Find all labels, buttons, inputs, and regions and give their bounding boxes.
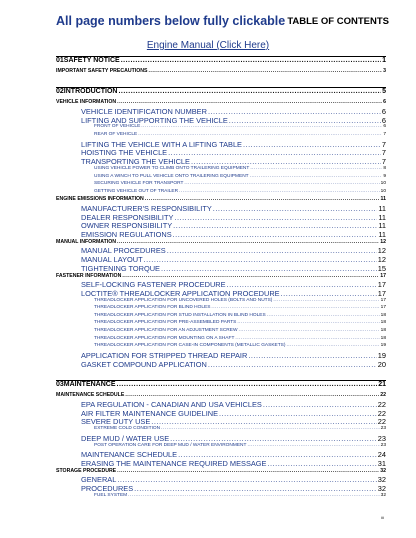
toc-entry-title: MANUFACTURER'S RESPONSIBILITY xyxy=(81,203,212,213)
dot-leader xyxy=(184,181,379,186)
page-number: iii xyxy=(381,515,384,520)
toc-entry-l1[interactable] xyxy=(56,213,386,222)
dot-leader xyxy=(161,264,377,273)
toc-page-number[interactable]: 7 xyxy=(381,139,386,149)
dot-leader xyxy=(121,57,381,64)
toc-entry-title: TIGHTENING TORQUE xyxy=(81,263,160,273)
toc-entry-title: PROCEDURES xyxy=(81,483,134,493)
dot-leader xyxy=(122,273,379,279)
dot-leader xyxy=(238,328,379,333)
dot-leader xyxy=(211,305,379,310)
dot-leader xyxy=(191,157,381,166)
toc-page-number[interactable]: 20 xyxy=(377,359,386,369)
toc-page-number[interactable]: 15 xyxy=(377,263,386,273)
toc-page-number[interactable]: 31 xyxy=(377,458,386,468)
dot-leader xyxy=(128,493,380,498)
toc-entry-title: FRONT OF VEHICLE xyxy=(94,124,141,130)
toc-page-number[interactable]: 22 xyxy=(377,408,386,418)
toc-entry-title: MAINTENANCE SCHEDULE xyxy=(56,392,125,399)
toc-entry-title: LOCTITE® THREADLOCKER APPLICATION PROCEDURE xyxy=(81,288,280,298)
dot-leader xyxy=(117,99,382,105)
toc-page-number[interactable]: 12 xyxy=(380,238,386,245)
toc-page-number[interactable]: 18 xyxy=(380,312,386,318)
toc-entry-title: VEHICLE INFORMATION xyxy=(56,99,117,106)
toc-page-number[interactable]: 11 xyxy=(378,230,386,240)
toc-entry-l1[interactable] xyxy=(56,264,386,273)
dot-leader xyxy=(227,280,377,289)
toc-entry-l2[interactable] xyxy=(56,189,386,197)
toc-entry-l2[interactable] xyxy=(56,328,386,336)
toc-entry-l2[interactable] xyxy=(56,166,386,174)
toc-entry-l1[interactable] xyxy=(56,484,386,493)
toc-entry-l1[interactable] xyxy=(56,107,386,116)
toc-entry-title: LIFTING AND SUPPORTING THE VEHICLE xyxy=(81,115,228,125)
toc-page-number[interactable]: 23 xyxy=(377,433,386,443)
toc-entry-title: LIFTING THE VEHICLE WITH A LIFTING TABLE xyxy=(81,139,242,149)
toc-entry-title: APPLICATION FOR STRIPPED THREAD REPAIR xyxy=(81,350,248,360)
dot-leader xyxy=(273,298,379,303)
toc-entry-l1[interactable] xyxy=(56,255,386,264)
toc-page-number[interactable]: 32 xyxy=(377,483,386,493)
toc-page-number[interactable]: 5 xyxy=(382,88,386,96)
dot-leader xyxy=(208,360,377,369)
toc-entry-title: MANUAL INFORMATION xyxy=(56,238,117,245)
toc-entry-section[interactable] xyxy=(56,392,386,399)
toc-page-number[interactable]: 17 xyxy=(377,288,386,298)
toc-entry-l2[interactable] xyxy=(56,181,386,189)
toc-entry-section[interactable] xyxy=(56,468,386,475)
toc-entry-title: DEEP MUD / WATER USE xyxy=(81,433,170,443)
toc-page-number[interactable]: 11 xyxy=(380,196,386,203)
toc-entry-chapter[interactable] xyxy=(56,381,386,392)
dot-leader xyxy=(145,196,380,202)
toc-entry-l1[interactable] xyxy=(56,221,386,230)
dot-leader xyxy=(174,213,377,222)
dot-leader xyxy=(213,204,378,213)
toc-entry-l1[interactable] xyxy=(56,409,386,418)
toc-page-number[interactable]: 17 xyxy=(377,280,386,290)
toc-page-number[interactable]: 17 xyxy=(380,297,386,303)
dot-leader xyxy=(219,409,377,418)
toc-entry-title: HOISTING THE VEHICLE xyxy=(81,148,168,158)
dot-leader xyxy=(267,313,380,318)
toc-entry-l2[interactable] xyxy=(56,443,386,451)
toc-page-number[interactable]: 19 xyxy=(377,350,386,360)
dot-leader xyxy=(235,336,379,341)
toc-entry-title: MANUAL LAYOUT xyxy=(81,255,143,265)
dot-leader xyxy=(138,132,382,137)
dot-leader xyxy=(117,475,376,484)
toc-entry-l2[interactable] xyxy=(56,174,386,182)
toc-entry-title: INTRODUCTION xyxy=(63,88,118,96)
dot-leader xyxy=(117,239,379,245)
toc-entry-title: GENERAL xyxy=(81,475,117,485)
toc-entry-title: ENGINE EMISSIONS INFORMATION xyxy=(56,196,144,203)
section-spacer xyxy=(56,368,386,380)
toc-entry-title: MAINTENANCE SCHEDULE xyxy=(81,450,178,460)
dot-leader xyxy=(173,221,377,230)
toc-entry-section[interactable] xyxy=(56,68,386,75)
dot-leader xyxy=(208,107,381,116)
toc-page-number[interactable]: 22 xyxy=(377,417,386,427)
toc-entry-chapter[interactable] xyxy=(56,88,386,99)
toc-entry-l1[interactable] xyxy=(56,450,386,459)
dot-leader xyxy=(168,148,381,157)
toc-page-number[interactable]: 6 xyxy=(381,115,386,125)
toc-entry-title: MANUAL PROCEDURES xyxy=(81,246,166,256)
toc-entry-section[interactable] xyxy=(56,239,386,246)
toc-entry-title: VEHICLE IDENTIFICATION NUMBER xyxy=(81,106,207,116)
toc-page-number[interactable]: 6 xyxy=(383,124,386,130)
toc-page-number[interactable]: 9 xyxy=(383,173,386,179)
engine-manual-link[interactable]: Engine Manual (Click Here) xyxy=(146,40,270,51)
toc-entry-title: REAR OF VEHICLE xyxy=(94,131,138,137)
dot-leader xyxy=(134,484,377,493)
toc-entry-l1[interactable] xyxy=(56,157,386,166)
chapter-number: 02 xyxy=(56,88,64,96)
toc-entry-section[interactable] xyxy=(56,99,386,106)
toc-entry-title: EXTREME COLD CONDITION xyxy=(94,426,161,432)
toc-entry-title: SAFETY NOTICE xyxy=(63,57,120,64)
toc-entry-chapter[interactable] xyxy=(56,57,386,68)
toc-entry-title: THREADLOCKER APPLICATION FOR CASE-IN COMPONENTS (METALLIC GASKETS) xyxy=(94,343,286,349)
toc-entry-title: EPA REGULATION - CANADIAN AND USA VEHICLES xyxy=(81,399,262,409)
toc-page-number[interactable]: 18 xyxy=(380,320,386,326)
toc-entry-title: IMPORTANT SAFETY PRECAUTIONS xyxy=(56,68,148,74)
toc-entry-l2[interactable] xyxy=(56,124,386,132)
toc-entry-title: TRANSPORTING THE VEHICLE xyxy=(81,157,190,167)
toc-page-number[interactable]: 10 xyxy=(380,181,386,187)
dot-leader xyxy=(248,351,376,360)
toc-entry-l1[interactable] xyxy=(56,351,386,360)
toc-page-number[interactable]: 21 xyxy=(378,381,386,389)
toc-page-number[interactable]: 32 xyxy=(377,475,386,485)
toc-page-number[interactable]: 32 xyxy=(380,467,386,474)
toc-page-number[interactable]: 10 xyxy=(380,188,386,194)
toc-entry-l2[interactable] xyxy=(56,305,386,313)
toc-entry-l2[interactable] xyxy=(56,493,386,501)
dot-leader xyxy=(250,166,382,171)
toc-page-number[interactable]: 18 xyxy=(380,328,386,334)
dot-leader xyxy=(161,426,380,431)
toc-page-number[interactable]: 23 xyxy=(380,426,386,432)
toc-entry-title: GASKET COMPOUND APPLICATION xyxy=(81,359,207,369)
toc-entry-title: THREADLOCKER APPLICATION FOR BLIND HOLES xyxy=(94,305,211,311)
header-title: All page numbers below fully clickable xyxy=(56,14,286,28)
toc-page-number[interactable]: 22 xyxy=(377,399,386,409)
toc-entry-title: SEVERE DUTY USE xyxy=(81,417,151,427)
dot-leader xyxy=(167,246,377,255)
toc-entry-l1[interactable] xyxy=(56,280,386,289)
toc-entry-l1[interactable] xyxy=(56,148,386,157)
section-spacer xyxy=(56,75,386,87)
toc-page-number[interactable]: 19 xyxy=(380,343,386,349)
dot-leader xyxy=(144,255,377,264)
toc-entry-l1[interactable] xyxy=(56,400,386,409)
toc-page-number[interactable]: 3 xyxy=(383,68,386,74)
dot-leader xyxy=(151,417,376,426)
toc-entry-title: MAINTENANCE xyxy=(63,381,116,389)
chapter-number: 01 xyxy=(56,57,64,64)
toc-entry-title: GETTING VEHICLE OUT OF TRAILER xyxy=(94,188,179,194)
toc-entry-title: ERASING THE MAINTENANCE REQUIRED MESSAGE xyxy=(81,458,267,468)
toc-page-number[interactable]: 1 xyxy=(382,57,386,64)
toc-entry-title: THREADLOCKER APPLICATION FOR AN ADJUSTMENT SCREW xyxy=(94,328,238,334)
dot-leader xyxy=(263,400,377,409)
toc-entry-title: USING A WINCH TO PULL VEHICLE ONTO TRAILERING EQUIPMENT xyxy=(94,173,249,179)
toc-entry-title: USING VEHICLE POWER TO CLIMB ONTO TRAILERING EQUIPMENT xyxy=(94,165,250,171)
chapter-number: 03 xyxy=(56,381,64,389)
toc-entry-title: SECURING VEHICLE FOR TRANSPORT xyxy=(94,181,184,187)
toc-entry-l1[interactable] xyxy=(56,459,386,468)
toc-page-number[interactable]: 32 xyxy=(380,492,386,498)
dot-leader xyxy=(243,140,381,149)
dot-leader xyxy=(178,450,377,459)
toc-entry-title: THREADLOCKER APPLICATION FOR STUD INSTALLATION IN BLIND HOLES xyxy=(94,312,266,318)
toc-entry-l1[interactable] xyxy=(56,289,386,298)
toc-entry-title: THREADLOCKER APPLICATION FOR UNCOVERED HOLES (BOLTS AND NUTS) xyxy=(94,297,273,303)
toc-entry-title: FUEL SYSTEM xyxy=(94,492,128,498)
dot-leader xyxy=(281,289,377,298)
dot-leader xyxy=(170,434,377,443)
toc-page-number[interactable]: 17 xyxy=(380,272,386,279)
toc-entry-title: POST OPERATION CARE FOR DEEP MUD / WATER ENVIRONMENT xyxy=(94,442,247,448)
toc-page-number[interactable]: 17 xyxy=(380,305,386,311)
toc-page-number[interactable]: 24 xyxy=(377,450,386,460)
toc-page-number[interactable]: 6 xyxy=(383,99,386,106)
dot-leader xyxy=(179,189,380,194)
table-of-contents xyxy=(56,56,386,500)
toc-page-number[interactable]: 7 xyxy=(383,131,386,137)
toc-page-number[interactable]: 8 xyxy=(383,165,386,171)
toc-entry-l2[interactable] xyxy=(56,343,386,351)
toc-entry-title: THREADLOCKER APPLICATION FOR PRE-ASSEMBLED PARTS xyxy=(94,320,237,326)
dot-leader xyxy=(125,392,379,398)
table-of-contents-heading: TABLE OF CONTENTS xyxy=(287,16,389,27)
dot-leader xyxy=(237,320,379,325)
toc-page-number[interactable]: 22 xyxy=(380,392,386,399)
toc-entry-l1[interactable] xyxy=(56,434,386,443)
toc-entry-title: AIR FILTER MAINTENANCE GUIDELINE xyxy=(81,408,219,418)
toc-entry-l1[interactable] xyxy=(56,475,386,484)
toc-page-number[interactable]: 23 xyxy=(380,442,386,448)
toc-entry-l1[interactable] xyxy=(56,417,386,426)
toc-entry-title: THREADLOCKER APPLICATION FOR MOUNTING ON A SHAFT xyxy=(94,335,235,341)
dot-leader xyxy=(286,343,379,348)
dot-leader xyxy=(148,68,382,74)
toc-page-number[interactable]: 6 xyxy=(381,106,386,116)
toc-page-number[interactable]: 11 xyxy=(378,203,386,213)
toc-entry-title: OWNER RESPONSIBILITY xyxy=(81,221,173,231)
dot-leader xyxy=(117,381,378,388)
toc-entry-l1[interactable] xyxy=(56,246,386,255)
toc-entry-l2[interactable] xyxy=(56,132,386,140)
dot-leader xyxy=(173,230,378,239)
toc-entry-title: FASTENER INFORMATION xyxy=(56,272,122,279)
dot-leader xyxy=(267,459,376,468)
dot-leader xyxy=(250,174,383,179)
toc-entry-section[interactable] xyxy=(56,196,386,203)
dot-leader xyxy=(117,468,379,474)
toc-page-number[interactable]: 11 xyxy=(378,221,386,231)
toc-entry-title: EMISSION REGULATIONS xyxy=(81,230,172,240)
toc-page-number[interactable]: 11 xyxy=(378,212,386,222)
dot-leader xyxy=(247,443,379,448)
header-bar xyxy=(51,14,389,32)
toc-page-number[interactable]: 12 xyxy=(377,255,386,265)
toc-entry-l2[interactable] xyxy=(56,426,386,434)
toc-entry-l1[interactable] xyxy=(56,230,386,239)
toc-entry-l1[interactable] xyxy=(56,140,386,149)
toc-page-number[interactable]: 7 xyxy=(381,157,386,167)
dot-leader xyxy=(229,116,381,125)
toc-page-number[interactable]: 18 xyxy=(380,335,386,341)
toc-entry-title: DEALER RESPONSIBILITY xyxy=(81,212,174,222)
toc-page-number[interactable]: 12 xyxy=(377,246,386,256)
toc-entry-l1[interactable] xyxy=(56,360,386,369)
toc-entry-section[interactable] xyxy=(56,273,386,280)
dot-leader xyxy=(141,124,382,129)
toc-entry-l1[interactable] xyxy=(56,204,386,213)
toc-page-number[interactable]: 7 xyxy=(381,148,386,158)
toc-entry-title: STORAGE PROCEDURE xyxy=(56,467,117,474)
toc-entry-l2[interactable] xyxy=(56,320,386,328)
toc-entry-title: SELF-LOCKING FASTENER PROCEDURE xyxy=(81,280,226,290)
dot-leader xyxy=(118,88,381,95)
